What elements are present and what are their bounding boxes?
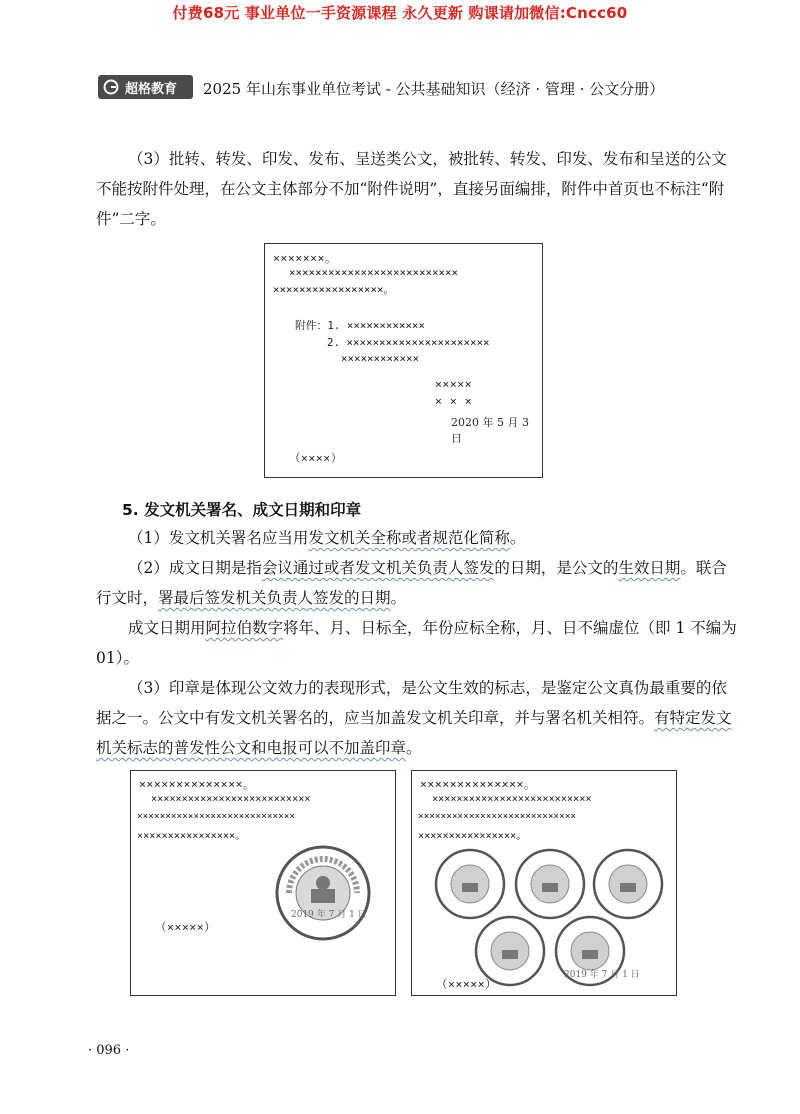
s5-p1-underlined: 发文机关全称或者规范化简称 <box>308 529 510 547</box>
s5-para-4-line-2 <box>96 703 732 733</box>
ex2-line-1: ××××××××××××××。 <box>139 777 255 791</box>
ex3-seal-date: 2019 年 7 月 1 日 <box>564 970 640 980</box>
ex3-line-4: ××××××××××××××××。 <box>418 831 527 842</box>
ex2-line-3: ×××××××××××××××××××××××××××× <box>137 811 296 822</box>
s5-para-4-line-3 <box>96 733 716 763</box>
ex1-line-1: ×××××××。 <box>273 251 337 265</box>
ex3-line-1: ××××××××××××××。 <box>420 777 536 791</box>
section5-heading: 5. 发文机关署名、成文日期和印章 <box>122 501 362 519</box>
publisher-logo <box>98 75 193 99</box>
ex1-note: （××××） <box>289 451 343 465</box>
ex1-attachment-1: 附件：1. ×××××××××××× <box>295 319 425 332</box>
intro-line-3: 件”二字。 <box>96 210 166 228</box>
example-box-joint-seals <box>411 770 677 996</box>
ex1-attachment-2: 2. ×××××××××××××××××××××× <box>327 336 490 349</box>
page-number: · 096 · <box>88 1043 130 1058</box>
example-box-single-seal <box>130 770 396 996</box>
s5-p1-text-a: （1）发文机关署名应当用 <box>128 529 309 547</box>
s5-para-3-line-1 <box>96 613 737 643</box>
s5-para-2-line-2 <box>96 583 716 613</box>
s5-para-1 <box>96 523 716 553</box>
s5-p3-underlined: 阿拉伯数字 <box>205 619 284 637</box>
logo-text: 超格教育 <box>125 81 178 97</box>
promo-banner: 付费68元 事业单位一手资源课程 永久更新 购课请加微信:Cncc60 <box>172 4 628 22</box>
example-box-attachment <box>264 243 543 478</box>
s5-p3-text-a: 成文日期用 <box>128 619 206 637</box>
s5-para-4-line-1: （3）印章是体现公文效力的表现形式，是公文生效的标志，是鉴定公文真伪最重要的依 <box>128 679 727 697</box>
intro-line-2: 不能按附件处理，在公文主体部分不加“附件说明”，直接另面编排，附件中首页也不标注“附 <box>96 180 725 198</box>
ex2-line-2: ×××××××××××××××××××××××××× <box>151 794 311 805</box>
ex1-org-line-2: × × × <box>435 394 473 408</box>
ex1-org-line-1: ××××× <box>435 377 473 391</box>
ex1-date: 2020 年 5 月 3 日 <box>451 416 529 445</box>
ex2-note: （×××××） <box>155 920 217 934</box>
ex3-line-2: ×××××××××××××××××××××××××× <box>432 794 592 805</box>
s5-p2-text-a: （2）成文日期是指 <box>128 559 262 577</box>
s5-p4-text-b: 。 <box>406 739 422 757</box>
ex2-line-4: ××××××××××××××××。 <box>137 831 246 842</box>
ex1-line-3: ×××××××××××××××××。 <box>273 283 395 296</box>
s5-p2-underlined-2: 生效日期 <box>618 559 681 577</box>
ex1-attachment-3: ×××××××××××× <box>341 352 420 365</box>
logo-mark-icon <box>103 79 119 95</box>
intro-paragraph <box>96 144 727 234</box>
s5-p2-text-e: 。 <box>390 589 407 607</box>
section5-body <box>96 523 737 763</box>
s5-p4-underlined-1: 有特定发文 <box>654 709 732 727</box>
s5-p2-text-b: 的日期，是公文的 <box>494 559 619 577</box>
s5-p2-text-c: 。联合 <box>680 559 727 577</box>
s5-p2-underlined-1: 会议通过或者发文机关负责人签发 <box>261 559 495 577</box>
ex2-seal-date: 2019 年 7 月 1 日 <box>291 910 367 920</box>
s5-p3-text-b: 将年、月、日标全，年份应标全称，月、日不编虚位（即 1 不编为 <box>283 619 737 637</box>
intro-line-1: （3）批转、转发、印发、发布、呈送类公文，被批转、转发、印发、发布和呈送的公文 <box>128 150 727 168</box>
official-seal-icon <box>271 841 375 945</box>
ex3-note: （×××××） <box>436 977 498 991</box>
s5-p2-underlined-3: 署最后签发机关负责人签发的日期 <box>158 589 391 607</box>
s5-p2-text-d: 行文时， <box>96 589 159 607</box>
s5-para-2-line-1 <box>96 553 727 583</box>
s5-p4-underlined-2: 机关标志的普发性公文和电报可以不加盖印章 <box>96 739 407 757</box>
ex1-line-2: ×××××××××××××××××××××××××× <box>289 266 459 279</box>
s5-p1-text-b: 。 <box>509 529 526 547</box>
page-header-title: 2025 年山东事业单位考试 - 公共基础知识（经济 · 管理 · 公文分册） <box>203 80 665 98</box>
s5-p4-text-a: 据之一。公文中有发文机关署名的，应当加盖发文机关印章，并与署名机关相符。 <box>96 709 655 727</box>
s5-para-3-line-2: 01）。 <box>96 649 139 667</box>
ex3-line-3: ×××××××××××××××××××××××××××× <box>418 811 577 822</box>
